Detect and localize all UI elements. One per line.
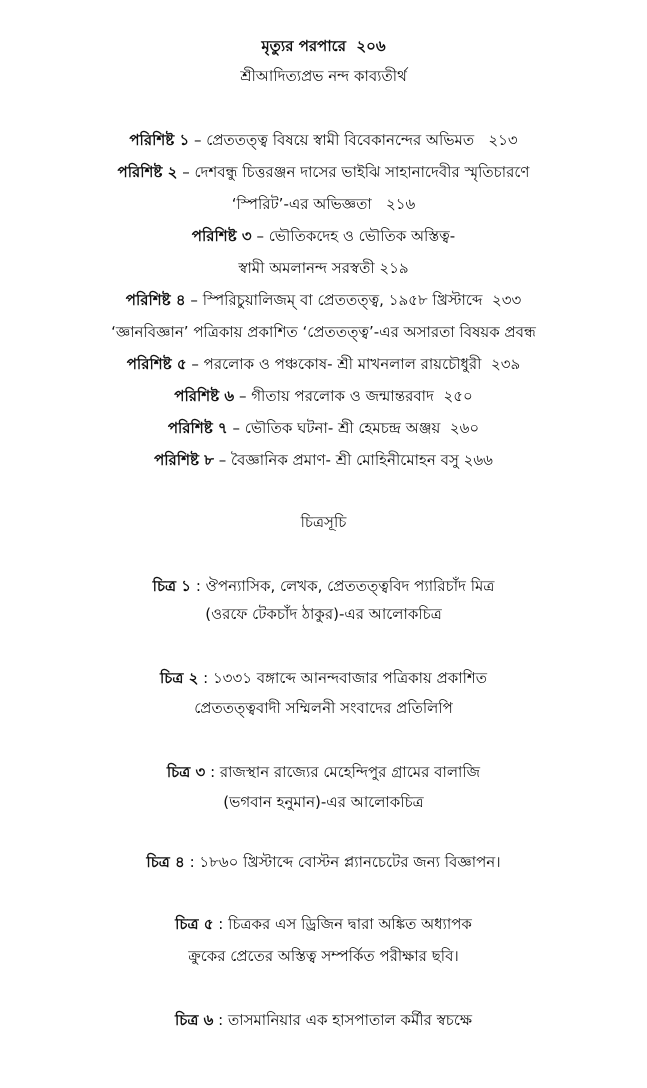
appendix-label: পরিশিষ্ট ২ — [117, 163, 178, 181]
appendix-label: পরিশিষ্ট ৩ — [191, 227, 252, 245]
appendix-text-line2: স্বামী অমলানন্দ সরস্বতী — [238, 259, 375, 277]
appendix-page: ২৬৬ — [463, 451, 493, 469]
illustration-1 — [0, 576, 647, 596]
appendix-4-cont: ‘জ্ঞানবিজ্ঞান’ পত্রিকায় প্রকাশিত ‘প্রেততত্ত্ব’-এর অসারতা বিষয়ক প্রবন্ধ — [111, 323, 536, 341]
appendix-4 — [0, 290, 647, 310]
appendix-text: প্রেততত্ত্ব বিষয়ে স্বামী বিবেকানন্দের অভিমত — [206, 131, 475, 149]
illustration-3 — [0, 762, 647, 782]
appendix-text: ভৌতিক ঘটনা- শ্রী হেমচন্দ্র অঞ্জয় — [244, 419, 441, 437]
illustration-text: রাজস্থান রাজ্যের মেহেন্দিপুর গ্রামের বালাজি — [219, 763, 481, 781]
colon: : — [210, 763, 216, 781]
contents-entry-author: শ্রীআদিত্যপ্রভ নন্দ কাব্যতীর্থ — [240, 67, 407, 85]
appendix-text: গীতায় পরলোক ও জন্মান্তরবাদ — [251, 387, 434, 405]
appendix-3-cont — [0, 258, 647, 278]
colon: : — [203, 669, 209, 687]
dash: – — [193, 131, 202, 149]
illustration-1-cont: (ওরফে টেকচাঁদ ঠাকুর)-এর আলোকচিত্র — [205, 605, 442, 623]
appendix-text: ভৌতিকদেহ ও ভৌতিক অস্তিত্ব- — [268, 227, 456, 245]
illustration-5 — [0, 914, 647, 934]
appendix-label: পরিশিষ্ট ৫ — [126, 355, 187, 373]
dash: – — [191, 355, 199, 373]
appendix-5 — [0, 354, 647, 374]
illustrations-heading: চিত্রসূচি — [300, 513, 347, 531]
appendix-2 — [0, 162, 647, 182]
appendix-6 — [0, 386, 647, 406]
appendix-7 — [0, 418, 647, 438]
illustration-5-cont: ক্রুকের প্রেতের অস্তিত্ব সম্পর্কিত পরীক্ষার ছবি। — [188, 947, 459, 965]
appendix-label: পরিশিষ্ট ৭ — [167, 419, 228, 437]
illustration-6 — [0, 1010, 647, 1030]
appendix-page: ২৬০ — [449, 419, 480, 437]
dash: – — [218, 451, 227, 469]
appendix-label: পরিশিষ্ট ৬ — [174, 387, 235, 405]
colon: : — [195, 577, 201, 595]
dash: – — [238, 387, 247, 405]
appendix-page: ২১৯ — [379, 259, 409, 277]
appendix-text: পরলোক ও পঞ্চকোষ- শ্রী মাখনলাল রায়চৌধুরী — [203, 355, 482, 373]
appendix-text: দেশবন্ধু চিত্তরঞ্জন দাসের ভাইঝি সাহানাদেবীর স্মৃতিচারণে — [194, 163, 530, 181]
contents-entry-title — [0, 36, 647, 56]
dash: – — [182, 163, 190, 181]
illustration-text: ঔপন্যাসিক, লেখক, প্রেততত্ত্ববিদ প্যারিচাঁদ মিত্র — [205, 577, 495, 595]
entry-title: মৃত্যুর পরপারে — [261, 37, 346, 55]
colon: : — [218, 1011, 224, 1029]
illustration-label: চিত্র ১ — [152, 577, 192, 595]
appendix-page: ২১৬ — [386, 195, 416, 213]
colon: : — [189, 853, 195, 871]
appendix-text: বৈজ্ঞানিক প্রমাণ- শ্রী মোহিনীমোহন বসু — [230, 451, 459, 469]
illustration-label: চিত্র ৩ — [166, 763, 206, 781]
appendix-3 — [0, 226, 647, 246]
appendix-page: ২৩৩ — [491, 291, 522, 309]
appendix-text-line2: ‘স্পিরিট’-এর অভিজ্ঞতা — [231, 195, 372, 213]
illustration-text: চিত্রকর এস ড্রিজিন দ্বারা অঙ্কিত অধ্যাপক — [228, 915, 472, 933]
dash: – — [232, 419, 240, 437]
appendix-page: ২৩৯ — [491, 355, 521, 373]
illustration-label: চিত্র ২ — [159, 669, 199, 687]
appendix-label: পরিশিষ্ট ১ — [129, 131, 190, 149]
illustration-2 — [0, 668, 647, 688]
illustration-label: চিত্র ৪ — [146, 853, 185, 871]
illustration-text: তাসমানিয়ার এক হাসপাতাল কর্মীর স্বচক্ষে — [227, 1011, 473, 1029]
appendix-page: ২৫০ — [443, 387, 473, 405]
illustration-2-cont: প্রেততত্ত্ববাদী সম্মিলনী সংবাদের প্রতিলিপি — [194, 699, 453, 717]
illustration-3-cont: (ভগবান হনুমান)-এর আলোকচিত্র — [223, 793, 424, 811]
illustration-label: চিত্র ৬ — [174, 1011, 214, 1029]
appendix-2-cont — [0, 194, 647, 214]
appendix-text: স্পিরিচুয়ালিজম্ বা প্রেততত্ত্ব, ১৯৫৮ খ্রিস্টাব্দে — [202, 291, 483, 309]
appendix-page: ২১৩ — [488, 131, 518, 149]
appendix-1 — [0, 130, 647, 150]
colon: : — [218, 915, 224, 933]
appendix-label: পরিশিষ্ট ৪ — [125, 291, 186, 309]
illustration-text: ১৩৩১ বঙ্গাব্দে আনন্দবাজার পত্রিকায় প্রকাশিত — [212, 669, 488, 687]
appendix-8 — [0, 450, 647, 470]
appendix-label: পরিশিষ্ট ৮ — [154, 451, 214, 469]
dash: – — [256, 227, 264, 245]
illustration-4 — [0, 852, 647, 872]
illustration-label: চিত্র ৫ — [175, 915, 214, 933]
dash: – — [190, 291, 198, 309]
entry-page: ২০৬ — [356, 37, 386, 55]
illustration-text: ১৮৬০ খ্রিস্টাব্দে বোস্টন প্ল্যানচেটের জন্য বিজ্ঞাপন। — [199, 853, 501, 871]
